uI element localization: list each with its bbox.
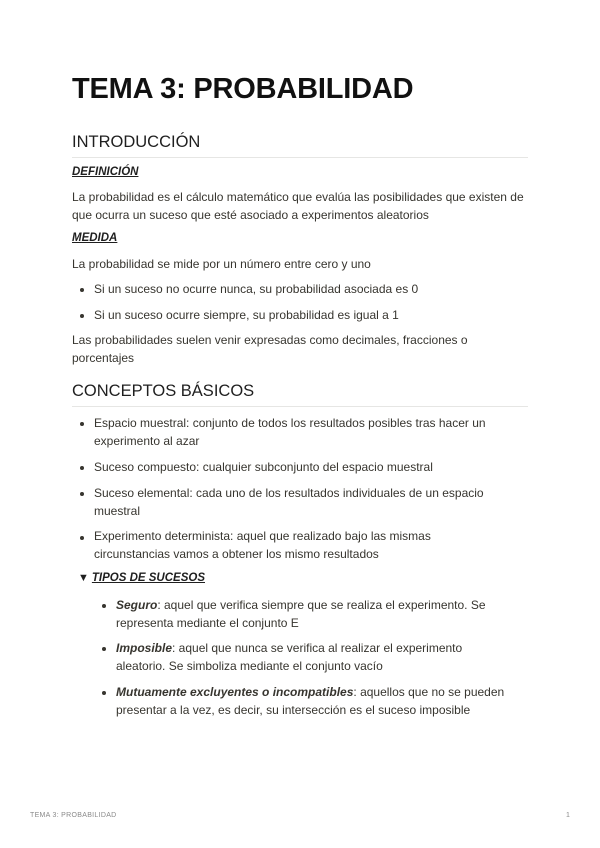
section-divider [72,157,528,158]
bullet-dot [102,691,106,695]
bullet-dot [80,314,84,318]
term-seguro: Seguro [116,598,158,612]
term-description: : aquellos que no se pueden presentar a la vez, es decir, su intersección es el suceso imposible [116,685,505,717]
bullet-dot [102,647,106,651]
medida-note-paragraph: Las probabilidades suelen venir expresadas como decimales, fracciones o porcentajes [72,333,468,365]
page-number: 1 [566,812,570,819]
term-description: : aquel que verifica siempre que se realiza el experimento. Se representa mediante el conjunto E [116,598,486,630]
list-item: Experimento determinista: aquel que realizado bajo las mismas circunstancias vamos a obtener los mismo resultados [94,529,431,561]
bullet-dot [80,466,84,470]
bullet-dot [80,492,84,496]
medida-paragraph: La probabilidad se mide por un número entre cero y uno [72,257,371,271]
list-item [116,639,506,675]
footer-title: TEMA 3: PROBABILIDAD [30,812,117,819]
toggle-tipos-de-sucesos[interactable] [78,572,205,584]
page-title: TEMA 3: PROBABILIDAD [72,73,414,105]
triangle-down-icon[interactable]: ▼ [78,572,89,584]
list-item: Suceso elemental: cada uno de los resultados individuales de un espacio muestral [94,486,484,518]
list-item: Si un suceso no ocurre nunca, su probabilidad asociada es 0 [94,282,419,296]
term-description: : aquel que nunca se verifica al realizar el experimento aleatorio. Se simboliza mediante el conjunto vacío [116,641,463,673]
definicion-paragraph: La probabilidad es el cálculo matemático que evalúa las posibilidades que existen de que ocurra un suceso que esté asociado a experimentos aleatorios [72,190,524,222]
bullet-dot [102,604,106,608]
subheading-medida: MEDIDA [72,232,118,244]
bullet-dot [80,288,84,292]
list-item [116,596,526,632]
section-heading-conceptos: CONCEPTOS BÁSICOS [72,382,255,400]
list-item: Si un suceso ocurre siempre, su probabilidad es igual a 1 [94,308,399,322]
section-divider [72,406,528,407]
section-heading-introduccion: INTRODUCCIÓN [72,133,201,151]
list-item [116,683,536,719]
bullet-dot [80,536,84,540]
toggle-label: TIPOS DE SUCESOS [91,572,205,584]
list-item: Espacio muestral: conjunto de todos los resultados posibles tras hacer un experimento al azar [94,416,486,448]
term-mutuamente-excluyentes: Mutuamente excluyentes o incompatibles [116,685,354,699]
subheading-definicion: DEFINICIÓN [72,166,139,178]
bullet-dot [80,422,84,426]
list-item: Suceso compuesto: cualquier subconjunto del espacio muestral [94,460,433,474]
term-imposible: Imposible [116,641,173,655]
